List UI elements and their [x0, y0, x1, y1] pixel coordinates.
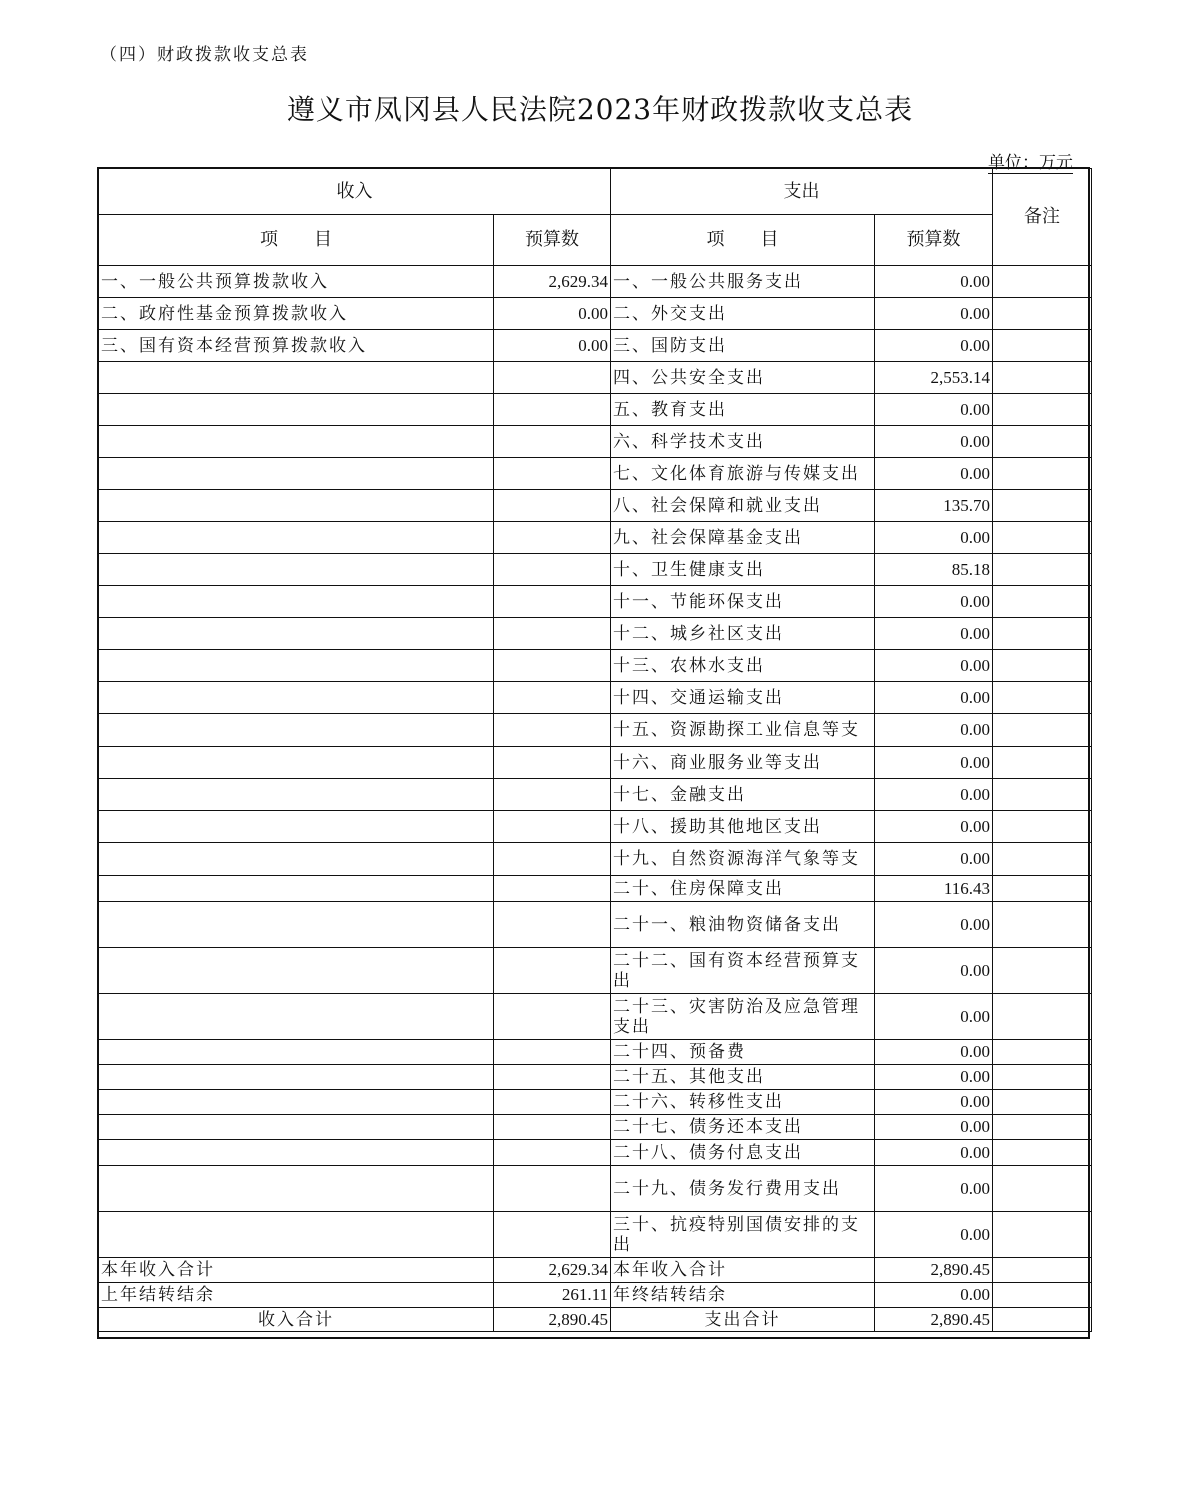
remark-cell — [993, 618, 1092, 650]
expense-amount: 0.00 — [875, 843, 993, 876]
remark-cell — [993, 843, 1092, 876]
income-item — [99, 586, 494, 618]
expense-amount: 0.00 — [875, 1166, 993, 1212]
total-row — [99, 1283, 1092, 1308]
income-amount — [494, 1090, 611, 1115]
remark-cell — [993, 876, 1092, 902]
remark-cell — [993, 394, 1092, 426]
income-amount — [494, 362, 611, 394]
remark-cell — [993, 1212, 1092, 1258]
table-row — [99, 522, 1092, 554]
table-row — [99, 266, 1092, 298]
remark-cell — [993, 1166, 1092, 1212]
table-row — [99, 586, 1092, 618]
remark-cell — [993, 714, 1092, 747]
total-expense-amount: 2,890.45 — [875, 1308, 993, 1332]
total-expense-item: 本年收入合计 — [611, 1258, 875, 1283]
table-row — [99, 298, 1092, 330]
expense-amount: 0.00 — [875, 714, 993, 747]
expense-amount: 0.00 — [875, 650, 993, 682]
total-income-item: 收入合计 — [99, 1308, 494, 1332]
total-row — [99, 1308, 1092, 1332]
income-item: 二、政府性基金预算拨款收入 — [99, 298, 494, 330]
income-item — [99, 779, 494, 811]
expense-amount: 0.00 — [875, 811, 993, 843]
income-amount — [494, 843, 611, 876]
remark-cell — [993, 650, 1092, 682]
expense-amount: 0.00 — [875, 394, 993, 426]
income-item: 三、国有资本经营预算拨款收入 — [99, 330, 494, 362]
expense-amount: 0.00 — [875, 426, 993, 458]
income-amount — [494, 426, 611, 458]
table-row — [99, 747, 1092, 779]
expense-amount: 0.00 — [875, 682, 993, 714]
income-amount — [494, 458, 611, 490]
expense-item: 二十八、债务付息支出 — [611, 1140, 875, 1166]
expense-amount: 2,553.14 — [875, 362, 993, 394]
income-item — [99, 1115, 494, 1140]
income-amount — [494, 994, 611, 1040]
expense-item: 二十九、债务发行费用支出 — [611, 1166, 875, 1212]
income-item: 一、一般公共预算拨款收入 — [99, 266, 494, 298]
expense-amount: 85.18 — [875, 554, 993, 586]
remark-cell — [993, 1308, 1092, 1332]
income-amount — [494, 1140, 611, 1166]
table-row — [99, 362, 1092, 394]
expense-amount: 0.00 — [875, 1212, 993, 1258]
expense-amount: 0.00 — [875, 1090, 993, 1115]
table-row — [99, 394, 1092, 426]
table-row — [99, 811, 1092, 843]
table-row — [99, 843, 1092, 876]
income-amount — [494, 714, 611, 747]
table-row — [99, 490, 1092, 522]
income-amount — [494, 811, 611, 843]
income-item — [99, 1212, 494, 1258]
table-row — [99, 876, 1092, 902]
expense-amount: 0.00 — [875, 747, 993, 779]
income-item — [99, 843, 494, 876]
remark-cell — [993, 1283, 1092, 1308]
income-item — [99, 994, 494, 1040]
table-row — [99, 1140, 1092, 1166]
income-amount: 0.00 — [494, 298, 611, 330]
table-row — [99, 779, 1092, 811]
expense-amount: 0.00 — [875, 1115, 993, 1140]
income-item — [99, 1166, 494, 1212]
expense-item: 六、科学技术支出 — [611, 426, 875, 458]
income-item — [99, 714, 494, 747]
expense-amount: 0.00 — [875, 1040, 993, 1065]
remark-cell — [993, 1140, 1092, 1166]
expense-item: 九、社会保障基金支出 — [611, 522, 875, 554]
income-amount — [494, 1040, 611, 1065]
remark-cell — [993, 902, 1092, 948]
income-amount — [494, 650, 611, 682]
expense-item: 二十三、灾害防治及应急管理支出 — [611, 994, 875, 1040]
expense-amount: 0.00 — [875, 948, 993, 994]
expense-amount: 0.00 — [875, 298, 993, 330]
remark-cell — [993, 554, 1092, 586]
table-row — [99, 650, 1092, 682]
expense-item: 十八、援助其他地区支出 — [611, 811, 875, 843]
expense-item: 二十二、国有资本经营预算支出 — [611, 948, 875, 994]
expense-item: 十七、金融支出 — [611, 779, 875, 811]
income-amount — [494, 1212, 611, 1258]
table-row — [99, 682, 1092, 714]
income-amount — [494, 586, 611, 618]
income-amount — [494, 948, 611, 994]
income-item — [99, 1090, 494, 1115]
expense-amount: 0.00 — [875, 330, 993, 362]
table-row — [99, 714, 1092, 747]
total-expense-item: 年终结转结余 — [611, 1283, 875, 1308]
remark-cell — [993, 811, 1092, 843]
expense-amount: 135.70 — [875, 490, 993, 522]
expense-amount: 0.00 — [875, 522, 993, 554]
total-row — [99, 1258, 1092, 1283]
remark-cell — [993, 490, 1092, 522]
total-expense-amount: 2,890.45 — [875, 1258, 993, 1283]
income-amount — [494, 1115, 611, 1140]
remark-cell — [993, 458, 1092, 490]
expense-item: 三、国防支出 — [611, 330, 875, 362]
table-row — [99, 1212, 1092, 1258]
income-item — [99, 522, 494, 554]
total-income-amount: 261.11 — [494, 1283, 611, 1308]
income-amount — [494, 682, 611, 714]
table-row — [99, 902, 1092, 948]
remark-cell — [993, 948, 1092, 994]
income-item — [99, 682, 494, 714]
income-amount — [494, 1166, 611, 1212]
expense-amount: 0.00 — [875, 779, 993, 811]
remark-cell — [993, 426, 1092, 458]
income-amount: 0.00 — [494, 330, 611, 362]
income-amount — [494, 902, 611, 948]
unit-label: 单位：万元 — [988, 148, 1073, 174]
income-item — [99, 1065, 494, 1090]
income-item — [99, 902, 494, 948]
expense-amount: 0.00 — [875, 458, 993, 490]
remark-cell — [993, 1090, 1092, 1115]
expense-item-header: 项 目 — [611, 215, 875, 266]
income-item — [99, 876, 494, 902]
income-amount — [494, 779, 611, 811]
income-amount — [494, 876, 611, 902]
expense-item: 十九、自然资源海洋气象等支 — [611, 843, 875, 876]
income-amount — [494, 522, 611, 554]
income-item — [99, 650, 494, 682]
expense-amount: 0.00 — [875, 1065, 993, 1090]
income-amount — [494, 490, 611, 522]
income-item — [99, 394, 494, 426]
expense-amount: 0.00 — [875, 618, 993, 650]
income-item — [99, 458, 494, 490]
expense-item: 四、公共安全支出 — [611, 362, 875, 394]
expense-header: 支出 — [611, 169, 993, 215]
expense-item: 二十四、预备费 — [611, 1040, 875, 1065]
income-item — [99, 490, 494, 522]
income-amount: 2,629.34 — [494, 266, 611, 298]
table-row — [99, 1065, 1092, 1090]
expense-amount: 0.00 — [875, 266, 993, 298]
table-row — [99, 948, 1092, 994]
expense-item: 二十一、粮油物资储备支出 — [611, 902, 875, 948]
expense-amount: 0.00 — [875, 994, 993, 1040]
income-header: 收入 — [99, 169, 611, 215]
remark-cell — [993, 1040, 1092, 1065]
remark-header: 备注 — [993, 169, 1092, 266]
income-amount — [494, 1065, 611, 1090]
expense-amount: 0.00 — [875, 1140, 993, 1166]
income-item-header: 项 目 — [99, 215, 494, 266]
income-item — [99, 1040, 494, 1065]
expense-item: 二十七、债务还本支出 — [611, 1115, 875, 1140]
expense-item: 二十、住房保障支出 — [611, 876, 875, 902]
expense-item: 三十、抗疫特别国债安排的支出 — [611, 1212, 875, 1258]
total-income-item: 上年结转结余 — [99, 1283, 494, 1308]
expense-item: 二十六、转移性支出 — [611, 1090, 875, 1115]
income-item — [99, 948, 494, 994]
remark-cell — [993, 682, 1092, 714]
income-amount — [494, 554, 611, 586]
expense-item: 五、教育支出 — [611, 394, 875, 426]
expense-item: 十、卫生健康支出 — [611, 554, 875, 586]
table-row — [99, 994, 1092, 1040]
income-amount — [494, 394, 611, 426]
expense-amount: 0.00 — [875, 902, 993, 948]
expense-item: 十四、交通运输支出 — [611, 682, 875, 714]
expense-item: 一、一般公共服务支出 — [611, 266, 875, 298]
income-budget-header: 预算数 — [494, 215, 611, 266]
expense-item: 十五、资源勘探工业信息等支 — [611, 714, 875, 747]
remark-cell — [993, 362, 1092, 394]
income-item — [99, 554, 494, 586]
income-item — [99, 362, 494, 394]
remark-cell — [993, 330, 1092, 362]
remark-cell — [993, 266, 1092, 298]
income-amount — [494, 618, 611, 650]
total-income-item: 本年收入合计 — [99, 1258, 494, 1283]
remark-cell — [993, 747, 1092, 779]
table-row — [99, 1115, 1092, 1140]
expense-item: 十六、商业服务业等支出 — [611, 747, 875, 779]
total-expense-amount: 0.00 — [875, 1283, 993, 1308]
expense-amount: 0.00 — [875, 586, 993, 618]
income-item — [99, 618, 494, 650]
table-row — [99, 554, 1092, 586]
table-row — [99, 426, 1092, 458]
expense-item: 十一、节能环保支出 — [611, 586, 875, 618]
income-item — [99, 1140, 494, 1166]
expense-item: 十三、农林水支出 — [611, 650, 875, 682]
remark-cell — [993, 522, 1092, 554]
remark-cell — [993, 298, 1092, 330]
page-title: 遵义市凤冈县人民法院2023年财政拨款收支总表 — [286, 93, 914, 126]
income-item — [99, 426, 494, 458]
expense-amount: 116.43 — [875, 876, 993, 902]
remark-cell — [993, 586, 1092, 618]
expense-item: 二十五、其他支出 — [611, 1065, 875, 1090]
remark-cell — [993, 1258, 1092, 1283]
total-expense-item: 支出合计 — [611, 1308, 875, 1332]
table-row — [99, 458, 1092, 490]
income-amount — [494, 747, 611, 779]
table-row — [99, 1090, 1092, 1115]
expense-item: 二、外交支出 — [611, 298, 875, 330]
income-item — [99, 811, 494, 843]
table-row — [99, 1166, 1092, 1212]
table-row — [99, 1040, 1092, 1065]
income-item — [99, 747, 494, 779]
total-income-amount: 2,629.34 — [494, 1258, 611, 1283]
remark-cell — [993, 994, 1092, 1040]
expense-budget-header: 预算数 — [875, 215, 993, 266]
remark-cell — [993, 779, 1092, 811]
section-label: （四）财政拨款收支总表 — [100, 45, 309, 65]
budget-table — [98, 168, 1092, 1332]
table-row — [99, 618, 1092, 650]
total-income-amount: 2,890.45 — [494, 1308, 611, 1332]
expense-item: 十二、城乡社区支出 — [611, 618, 875, 650]
remark-cell — [993, 1065, 1092, 1090]
remark-cell — [993, 1115, 1092, 1140]
table-row — [99, 330, 1092, 362]
expense-item: 八、社会保障和就业支出 — [611, 490, 875, 522]
expense-item: 七、文化体育旅游与传媒支出 — [611, 458, 875, 490]
